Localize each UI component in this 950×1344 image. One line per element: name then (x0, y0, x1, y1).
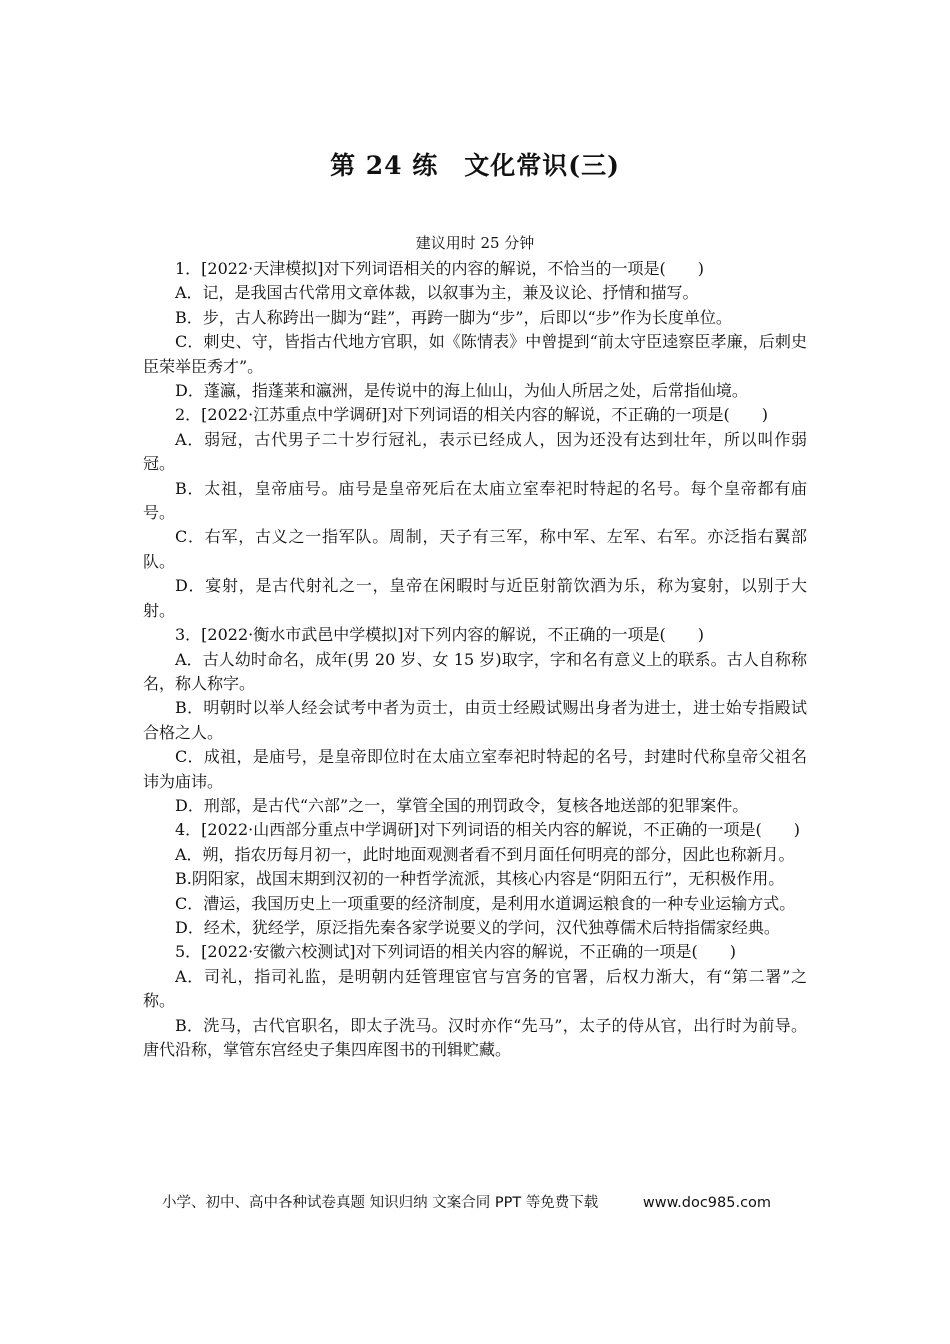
option-3d: D．刑部，是古代“六部”之一，掌管全国的刑罚政令，复核各地送部的犯罪案件。 (175, 795, 749, 815)
footer-url[interactable]: www.doc985.com (642, 1195, 772, 1211)
option-1d: D．蓬瀛，指蓬莱和瀛洲，是传说中的海上仙山，为仙人所居之处，后常指仙境。 (175, 381, 748, 401)
page-footer (162, 1191, 862, 1212)
option-5a: A．司礼，指司礼监，是明朝内廷管理宦官与宫务的官署，后权力渐大，有“第二署”之称。 (143, 966, 807, 1011)
option-5b: B．洗马，古代官职名，即太子洗马。汉时亦作“先马”，太子的侍从官，出行时为前导。唐代沿称，掌管东宫经史子集四库图书的刊辑贮藏。 (143, 1015, 807, 1059)
option-4d: D．经术，犹经学，原泛指先秦各家学说要义的学问，汉代独尊儒术后特指儒家经典。 (175, 917, 780, 937)
question-4: 4．[2022·山西部分重点中学调研]对下列词语的相关内容的解说，不正确的一项是( ) (175, 820, 800, 840)
footer-text: 小学、初中、高中各种试卷真题 知识归纳 文案合同 PPT 等免费下载 (162, 1195, 599, 1211)
option-3b: B．明朝时以举人经会试考中者为贡士，由贡士经殿试赐出身者为进士，进士始专指殿试合格之人。 (143, 698, 807, 742)
option-1b: B．步，古人称跨出一脚为“跬”，再跨一脚为“步”，后即以“步”作为长度单位。 (175, 307, 732, 327)
option-2b: B．太祖，皇帝庙号。庙号是皇帝死后在太庙立室奉祀时特起的名号。每个皇帝都有庙号。 (143, 478, 807, 523)
option-3a: A．古人幼时命名，成年(男 20 岁、女 15 岁)取字，字和名有意义上的联系。古人自称称名，称人称字。 (143, 649, 807, 693)
option-2c: C．右军，古义之一指军队。周制，天子有三军，称中军、左军、右军。亦泛指右翼部队。 (143, 527, 807, 571)
question-5: 5．[2022·安徽六校测试]对下列词语的相关内容的解说，不正确的一项是( ) (175, 942, 736, 962)
question-2: 2．[2022·江苏重点中学调研]对下列词语的相关内容的解说，不正确的一项是( ) (175, 405, 768, 425)
option-3c: C．成祖，是庙号，是皇帝即位时在太庙立室奉祀时特起的名号，封建时代称皇帝父祖名讳为庙讳。 (143, 747, 807, 791)
option-2d: D．宴射，是古代射礼之一，皇帝在闲暇时与近臣射箭饮酒为乐，称为宴射，以别于大射。 (143, 576, 807, 620)
option-1a: A．记，是我国古代常用文章体裁，以叙事为主，兼及议论、抒情和描写。 (175, 283, 699, 303)
exercise-content (143, 257, 807, 1062)
page-title: 第 24 练 文化常识(三) (330, 151, 620, 180)
option-4a: A．朔，指农历每月初一，此时地面观测者看不到月面任何明亮的部分，因此也称新月。 (175, 844, 795, 864)
suggested-time: 建议用时 25 分钟 (415, 234, 535, 252)
option-4c: C．漕运，我国历史上一项重要的经济制度，是利用水道调运粮食的一种专业运输方式。 (175, 893, 796, 913)
option-1c: C．刺史、守，皆指古代地方官职，如《陈情表》中曾提到“前太守臣逵察臣孝廉，后刺史臣荣举臣秀才”。 (143, 332, 807, 376)
option-4b: B.阴阳家，战国末期到汉初的一种哲学流派，其核心内容是“阴阳五行”，无积极作用。 (175, 869, 785, 889)
question-1: 1．[2022·天津模拟]对下列词语相关的内容的解说，不恰当的一项是( ) (175, 259, 704, 278)
question-3: 3．[2022·衡水市武邑中学模拟]对下列内容的解说，不正确的一项是( ) (175, 625, 704, 645)
option-2a: A．弱冠，古代男子二十岁行冠礼，表示已经成人，因为还没有达到壮年，所以叫作弱冠。 (143, 429, 807, 474)
